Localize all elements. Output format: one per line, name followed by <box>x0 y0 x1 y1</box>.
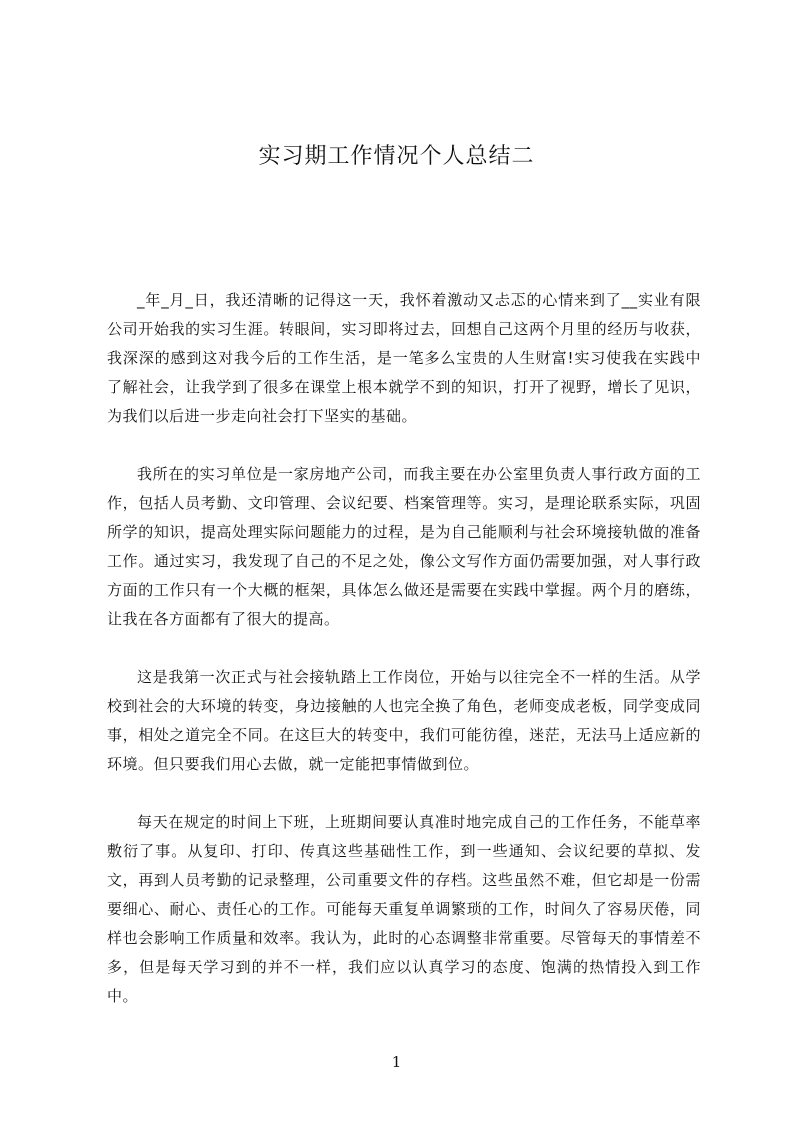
page-number: 1 <box>391 1053 402 1071</box>
document-body <box>107 286 701 1040</box>
paragraph-4: 每天在规定的时间上下班，上班期间要认真准时地完成自己的工作任务，不能草率敷衍了事。从复印、打印、传真这些基础性工作，到一些通知、会议纪要的草拟、发文，再到人员考勤的记录整理，公司重要文件的存档。这些虽然不难，但它却是一份需要细心、耐心、责任心的工作。可能每天重复单调繁琐的工作，时间久了容易厌倦，同样也会影响工作质量和效率。我认为，此时的心态调整非常重要。尽管每天的事情差不多，但是每天学习到的并不一样，我们应以认真学习的态度、饱满的热情投入到工作中。 <box>107 813 701 1005</box>
document-title: 实习期工作情况个人总结二 <box>258 144 535 169</box>
paragraph-3: 这是我第一次正式与社会接轨踏上工作岗位，开始与以往完全不一样的生活。从学校到社会的大环境的转变，身边接触的人也完全换了角色，老师变成老板，同学变成同事，相处之道完全不同。在这巨大的转变中，我们可能彷徨，迷茫，无法马上适应新的环境。但只要我们用心去做，就一定能把事情做到位。 <box>107 668 701 773</box>
paragraph-2: 我所在的实习单位是一家房地产公司，而我主要在办公室里负责人事行政方面的工作，包括人员考勤、文印管理、会议纪要、档案管理等。实习，是理论联系实际，巩固所学的知识，提高处理实际问题能力的过程，是为自己能顺利与社会环境接轨做的准备工作。通过实习，我发现了自己的不足之处，像公文写作方面仍需要加强，对人事行政方面的工作只有一个大概的框架，具体怎么做还是需要在实践中掌握。两个月的磨练，让我在各方面都有了很大的提高。 <box>107 465 701 628</box>
paragraph-1: _年_月_日，我还清晰的记得这一天，我怀着激动又忐忑的心情来到了__实业有限公司开始我的实习生涯。转眼间，实习即将过去，回想自己这两个月里的经历与收获，我深深的感到这对我今后的工作生活，是一笔多么宝贵的人生财富!实习使我在实践中了解社会，让我学到了很多在课堂上根本就学不到的知识，打开了视野，增长了见识，为我们以后进一步走向社会打下坚实的基础。 <box>107 291 701 425</box>
